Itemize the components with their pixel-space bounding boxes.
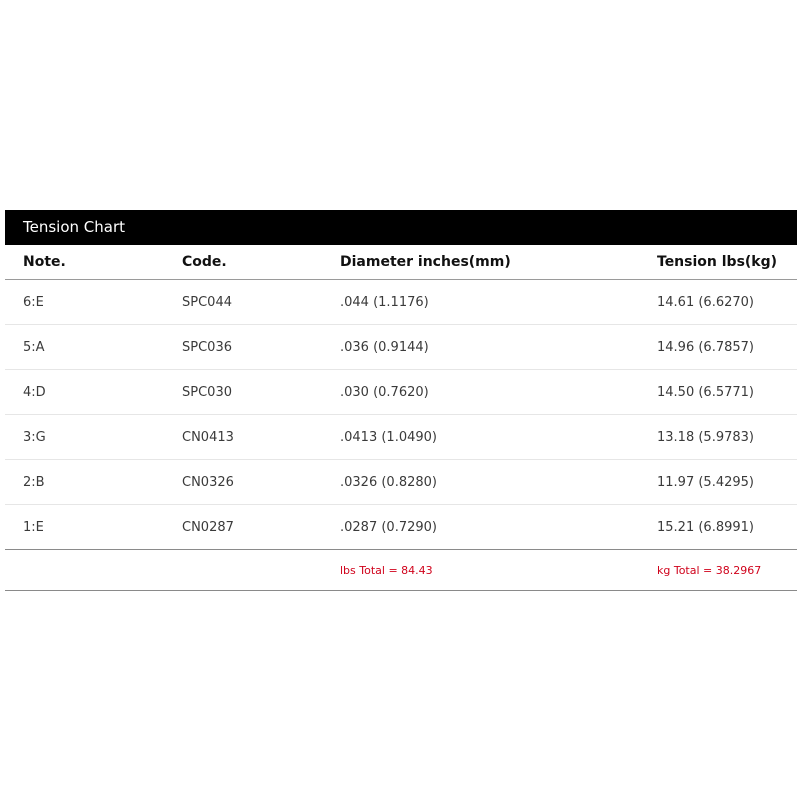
cell-tension: 14.50 (6.5771) xyxy=(657,384,754,400)
cell-tension: 15.21 (6.8991) xyxy=(657,519,754,535)
header-diameter: Diameter inches(mm) xyxy=(340,254,511,270)
cell-diameter: .030 (0.7620) xyxy=(340,384,429,400)
cell-code: SPC036 xyxy=(182,339,232,355)
table-row xyxy=(5,505,797,550)
table-header xyxy=(5,245,797,280)
cell-code: CN0413 xyxy=(182,429,234,445)
cell-code: CN0326 xyxy=(182,474,234,490)
cell-diameter: .036 (0.9144) xyxy=(340,339,429,355)
table-row xyxy=(5,280,797,325)
cell-note: 4:D xyxy=(23,384,46,400)
table-row xyxy=(5,460,797,505)
kg-total: kg Total = 38.2967 xyxy=(657,563,762,577)
cell-code: SPC030 xyxy=(182,384,232,400)
cell-diameter: .0413 (1.0490) xyxy=(340,429,437,445)
chart-title: Tension Chart xyxy=(5,210,797,245)
cell-note: 3:G xyxy=(23,429,46,445)
totals-row xyxy=(5,550,797,591)
cell-diameter: .0326 (0.8280) xyxy=(340,474,437,490)
cell-tension: 13.18 (5.9783) xyxy=(657,429,754,445)
header-code: Code. xyxy=(182,254,227,270)
cell-note: 6:E xyxy=(23,294,44,310)
cell-diameter: .044 (1.1176) xyxy=(340,294,429,310)
cell-tension: 11.97 (5.4295) xyxy=(657,474,754,490)
cell-tension: 14.61 (6.6270) xyxy=(657,294,754,310)
cell-code: CN0287 xyxy=(182,519,234,535)
cell-tension: 14.96 (6.7857) xyxy=(657,339,754,355)
cell-diameter: .0287 (0.7290) xyxy=(340,519,437,535)
lbs-total: lbs Total = 84.43 xyxy=(340,563,433,577)
cell-code: SPC044 xyxy=(182,294,232,310)
table-row xyxy=(5,415,797,460)
header-note: Note. xyxy=(23,254,66,270)
tension-chart xyxy=(5,210,797,591)
cell-note: 1:E xyxy=(23,519,44,535)
table-row xyxy=(5,370,797,415)
table-row xyxy=(5,325,797,370)
cell-note: 5:A xyxy=(23,339,45,355)
cell-note: 2:B xyxy=(23,474,45,490)
header-tension: Tension lbs(kg) xyxy=(657,254,778,270)
